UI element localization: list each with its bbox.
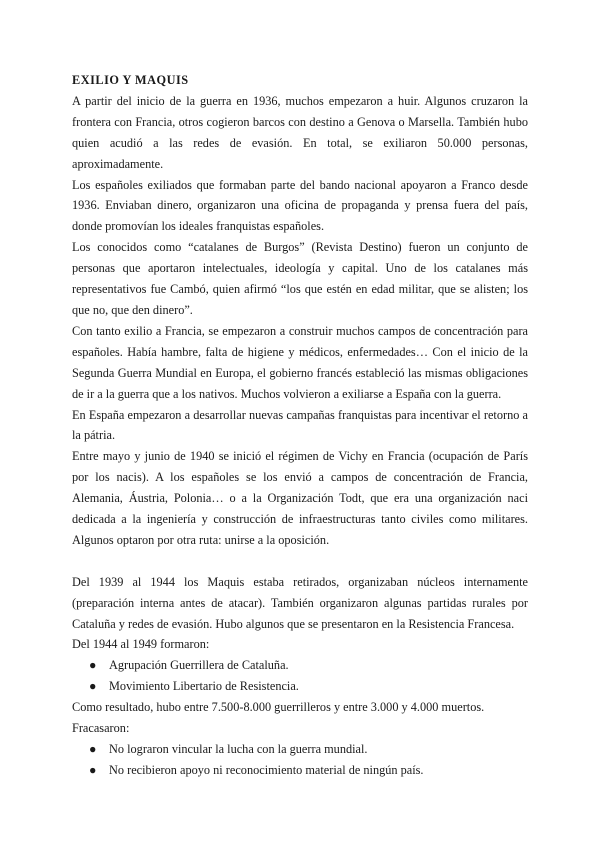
paragraph: Del 1944 al 1949 formaron: <box>72 637 210 652</box>
list-item: ● No lograron vincular la lucha con la guerra mundial. <box>72 739 528 760</box>
failures-list <box>72 739 528 781</box>
paragraph: A partir del inicio de la guerra en 1936, muchos empezaron a huir. Algunos cruzaron la frontera con Francia, otros cogieron barcos con destino a Genova o Marsella. También hubo quien acudió a las redes de evasión. En total, se exiliaron 50.000 personas, aproximadamente. <box>72 93 528 171</box>
paragraph: Del 1939 al 1944 los Maquis estaba retirados, organizaban núcleos internamente (preparación interna antes de atacar). También organizaron algunas partidas rurales por Cataluña y redes de evasión. Hubo algunos que se presentaron en la Resistencia Francesa. <box>72 574 528 631</box>
paragraph: Con tanto exilio a Francia, se empezaron a construir muchos campos de concentración para españoles. Había hambre, falta de higiene y médicos, enfermedades… Con el inicio de la Segunda Guerra Mundial en Europa, el gobierno francés estableció las mismas obligaciones de ir a la guerra que a los nativos. Muchos volvieron a exiliarse a España con la guerra. <box>72 323 528 401</box>
bullet-icon: ● <box>89 679 97 694</box>
list-item: ● No recibieron apoyo ni reconocimiento material de ningún país. <box>72 760 528 781</box>
paragraph: Los españoles exiliados que formaban parte del bando nacional apoyaron a Franco desde 1936. Enviaban dinero, organizaron una oficina de propaganda y prensa fuera del país, donde promovían los ideales franquistas españoles. <box>72 177 528 234</box>
paragraph: En España empezaron a desarrollar nuevas campañas franquistas para incentivar el retorno a la pátria. <box>72 407 528 443</box>
blank-line <box>72 551 528 572</box>
result-line: Como resultado, hubo entre 7.500-8.000 guerrilleros y entre 3.000 y 4.000 muertos. <box>72 700 485 715</box>
bullet-icon: ● <box>89 658 97 673</box>
bullet-icon: ● <box>89 762 97 777</box>
formations-list <box>72 655 528 697</box>
list-item: ● Movimiento Libertario de Resistencia. <box>72 676 528 697</box>
document-title: EXILIO Y MAQUIS <box>72 73 189 87</box>
paragraph: Entre mayo y junio de 1940 se inició el régimen de Vichy en Francia (ocupación de París por los nacis). A los españoles se los envió a campos de concentración de Francia, Alemania, Áustria, Polonia… o a la Organización Todt, que era una organización naci dedicada a la ingeniería y construcción de infraestructuras tanto civiles como militares. Algunos optaron por otra ruta: unirse a la oposición. <box>72 449 528 547</box>
list-item: ● Agrupación Guerrillera de Cataluña. <box>72 655 528 676</box>
failed-label: Fracasaron: <box>72 721 130 736</box>
paragraph: Los conocidos como “catalanes de Burgos” (Revista Destino) fueron un conjunto de personas que aportaron intelectuales, ideología y capital. Uno de los catalanes más representativos fue Cambó, quien afirmó “los que estén en edad militar, que se alisten; los que no, que den dinero”. <box>72 240 528 317</box>
bullet-icon: ● <box>89 741 97 756</box>
document-page <box>72 70 528 781</box>
